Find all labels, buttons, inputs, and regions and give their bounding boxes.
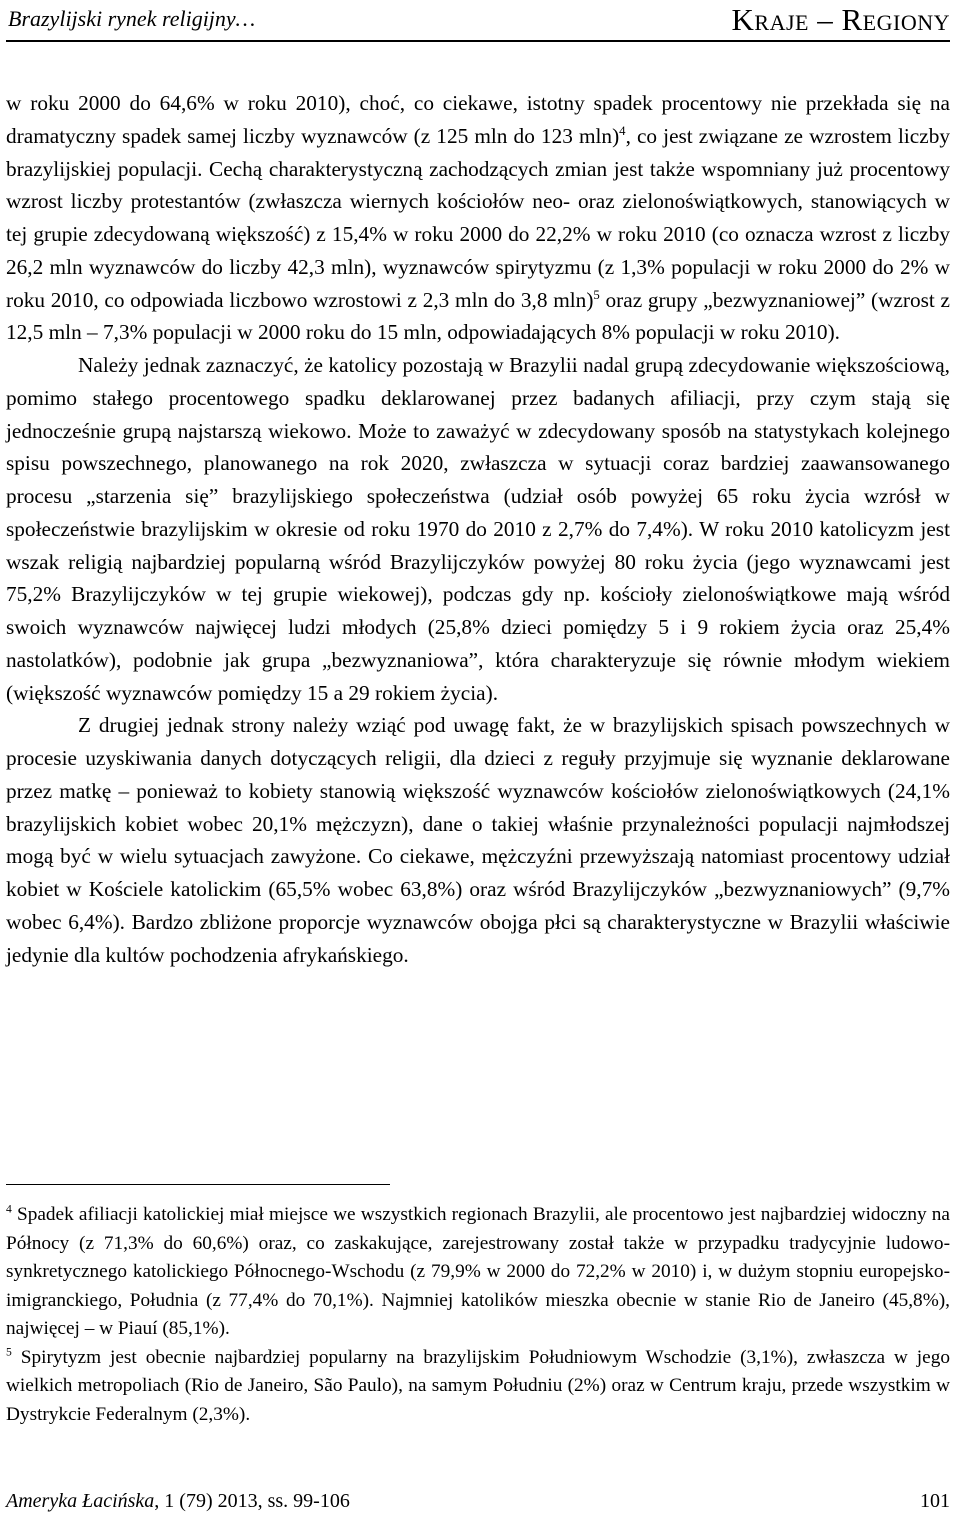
footnote-number-4: 4	[6, 1202, 12, 1216]
journal-title: Ameryka Łacińska	[6, 1490, 155, 1512]
page-footer	[6, 1488, 950, 1514]
footnote-5	[6, 1344, 950, 1430]
paragraph-1-part-b: , co jest związane ze wzrostem liczby brazylijskiej populacji. Cechą charakterystyczną zachodzących zmian jest także wspomniany już procentowy wzrost liczby protestantów (zwłaszcza wiernych kościołów neo- oraz zielonoświątkowych, stanowiących w tej grupie zdecydowaną większość) z 15,4% w roku 2000 do 22,2% w roku 2010 (co oznacza wzrost z liczby 26,2 mln wyznawców do liczby 42,3 mln), wyznawców spirytyzmu (z 1,3% populacji w roku 2000 do 2% w roku 2010, co odpowiada liczbowo wzrostowi z 2,3 mln do 3,8 mln)	[6, 123, 950, 312]
paragraph-1-part-c: oraz grupy „bezwyznaniowej” (wzrost z 12,5 mln – 7,3% populacji w 2000 roku do 15 mln, odpowiadających 8% populacji w roku 2010).	[6, 287, 951, 345]
section-title: Kraje – Regiony	[731, 2, 950, 37]
footnotes	[6, 1201, 950, 1429]
footnote-4	[6, 1201, 950, 1344]
footnote-4-text: Spadek afiliacji katolickiej miał miejsce we wszystkich regionach Brazylii, ale procentowo jest najbardziej widoczny na Północy (z 71,3% do 60,6%) oraz, co zaskakujące, zarejestrowany został także w przypadku tradycyjnie ludowo-synkretycznego katolickiego Północnego-Wschodu (z 79,9% w 2000 do 72,2% w 2010) i, w dużym stopniu europejsko-imigranckiego, Południa (z 77,4% do 70,1%). Najmniej katolików mieszka obecnie w stanie Rio de Janeiro (45,8%), najwięcej – w Piauí (85,1%).	[6, 1204, 950, 1339]
footnote-5-text: Spirytyzm jest obecnie najbardziej popularny na brazylijskim Południowym Wschodzie (3,1%), zwłaszcza w jego wielkich metropoliach (Rio de Janeiro, São Paulo), na samym Południu (2%) oraz w Centrum kraju, przede wszystkim w Dystrykcie Federalnym (2,3%).	[6, 1346, 950, 1425]
footnote-number-5: 5	[6, 1345, 12, 1359]
page-number: 101	[920, 1490, 950, 1512]
paragraph-1-part-a: w roku 2000 do 64,6% w roku 2010), choć, co ciekawe, istotny spadek procentowy nie przekłada się na dramatyczny spadek samej liczby wyznawców (z 125 mln do 123 mln)	[6, 91, 950, 148]
footnote-separator	[6, 1184, 390, 1185]
footnote-ref-4[interactable]: 4	[619, 123, 626, 138]
main-text	[6, 87, 950, 971]
paragraph-2: Należy jednak zaznaczyć, że katolicy pozostają w Brazylii nadal grupą zdecydowanie większościową, pomimo stałego procentowego spadku deklarowanej przez badanych afiliacji, przy czym stają się jednocześnie grupą najstarszą wiekowo. Może to zaważyć w zdecydowany sposób na statystykach kolejnego spisu powszechnego, planowanego na rok 2020, zwłaszcza w sytuacji coraz bardziej zaawansowanego procesu „starzenia się” brazylijskiego społeczeństwa (udział osób powyżej 65 roku życia wzrósł w społeczeństwie brazylijskim w okresie od roku 1970 do 2010 z 2,7% do 7,4%). W roku 2010 katolicyzm jest wszak religią najbardziej popularną wśród Brazylijczyków powyżej 80 roku życia (jego wyznawcami jest 75,2% Brazylijczyków w tej grupie wiekowej), podczas gdy np. kościoły zielonoświątkowe mają wśród swoich wyznawców najwięcej ludzi młodych (25,8% dzieci pomiędzy 5 i 9 rokiem życia oraz 25,4% nastolatków), podobnie jak grupa „bezwyznaniowa”, która charakteryzuje się równie młodym wiekiem (większość wyznawców pomiędzy 15 a 29 rokiem życia).	[6, 353, 950, 705]
footnote-ref-5[interactable]: 5	[593, 287, 600, 302]
paragraph-3: Z drugiej jednak strony należy wziąć pod uwagę fakt, że w brazylijskich spisach powszechnych w procesie uzyskiwania danych dotyczących religii, dla dzieci z reguły przyjmuje się wyznanie deklarowane przez matkę – ponieważ to kobiety stanowią większość wyznawców kościołów zielonoświątkowych (24,1% brazylijskich kobiet wobec 20,1% mężczyzn), dane o takiej właśnie przynależności populacji najmłodszej mogą być w wielu sytuacjach zawyżone. Co ciekawe, mężczyźni przewyższają natomiast procentowy udział kobiet w Kościele katolickim (65,5% wobec 63,8%) oraz wśród Brazylijczyków „bezwyznaniowych” (9,7% wobec 6,4%). Bardzo zbliżone proporcje wyznawców obojga płci są charakterystyczne w Brazylii właściwie jedynie dla kultów pochodzenia afrykańskiego.	[6, 713, 950, 967]
paragraph-1	[6, 87, 950, 349]
running-title: Brazylijski rynek religijny…	[8, 6, 256, 31]
journal-issue: , 1 (79) 2013, ss. 99-106	[154, 1490, 350, 1512]
page-header	[6, 0, 950, 42]
